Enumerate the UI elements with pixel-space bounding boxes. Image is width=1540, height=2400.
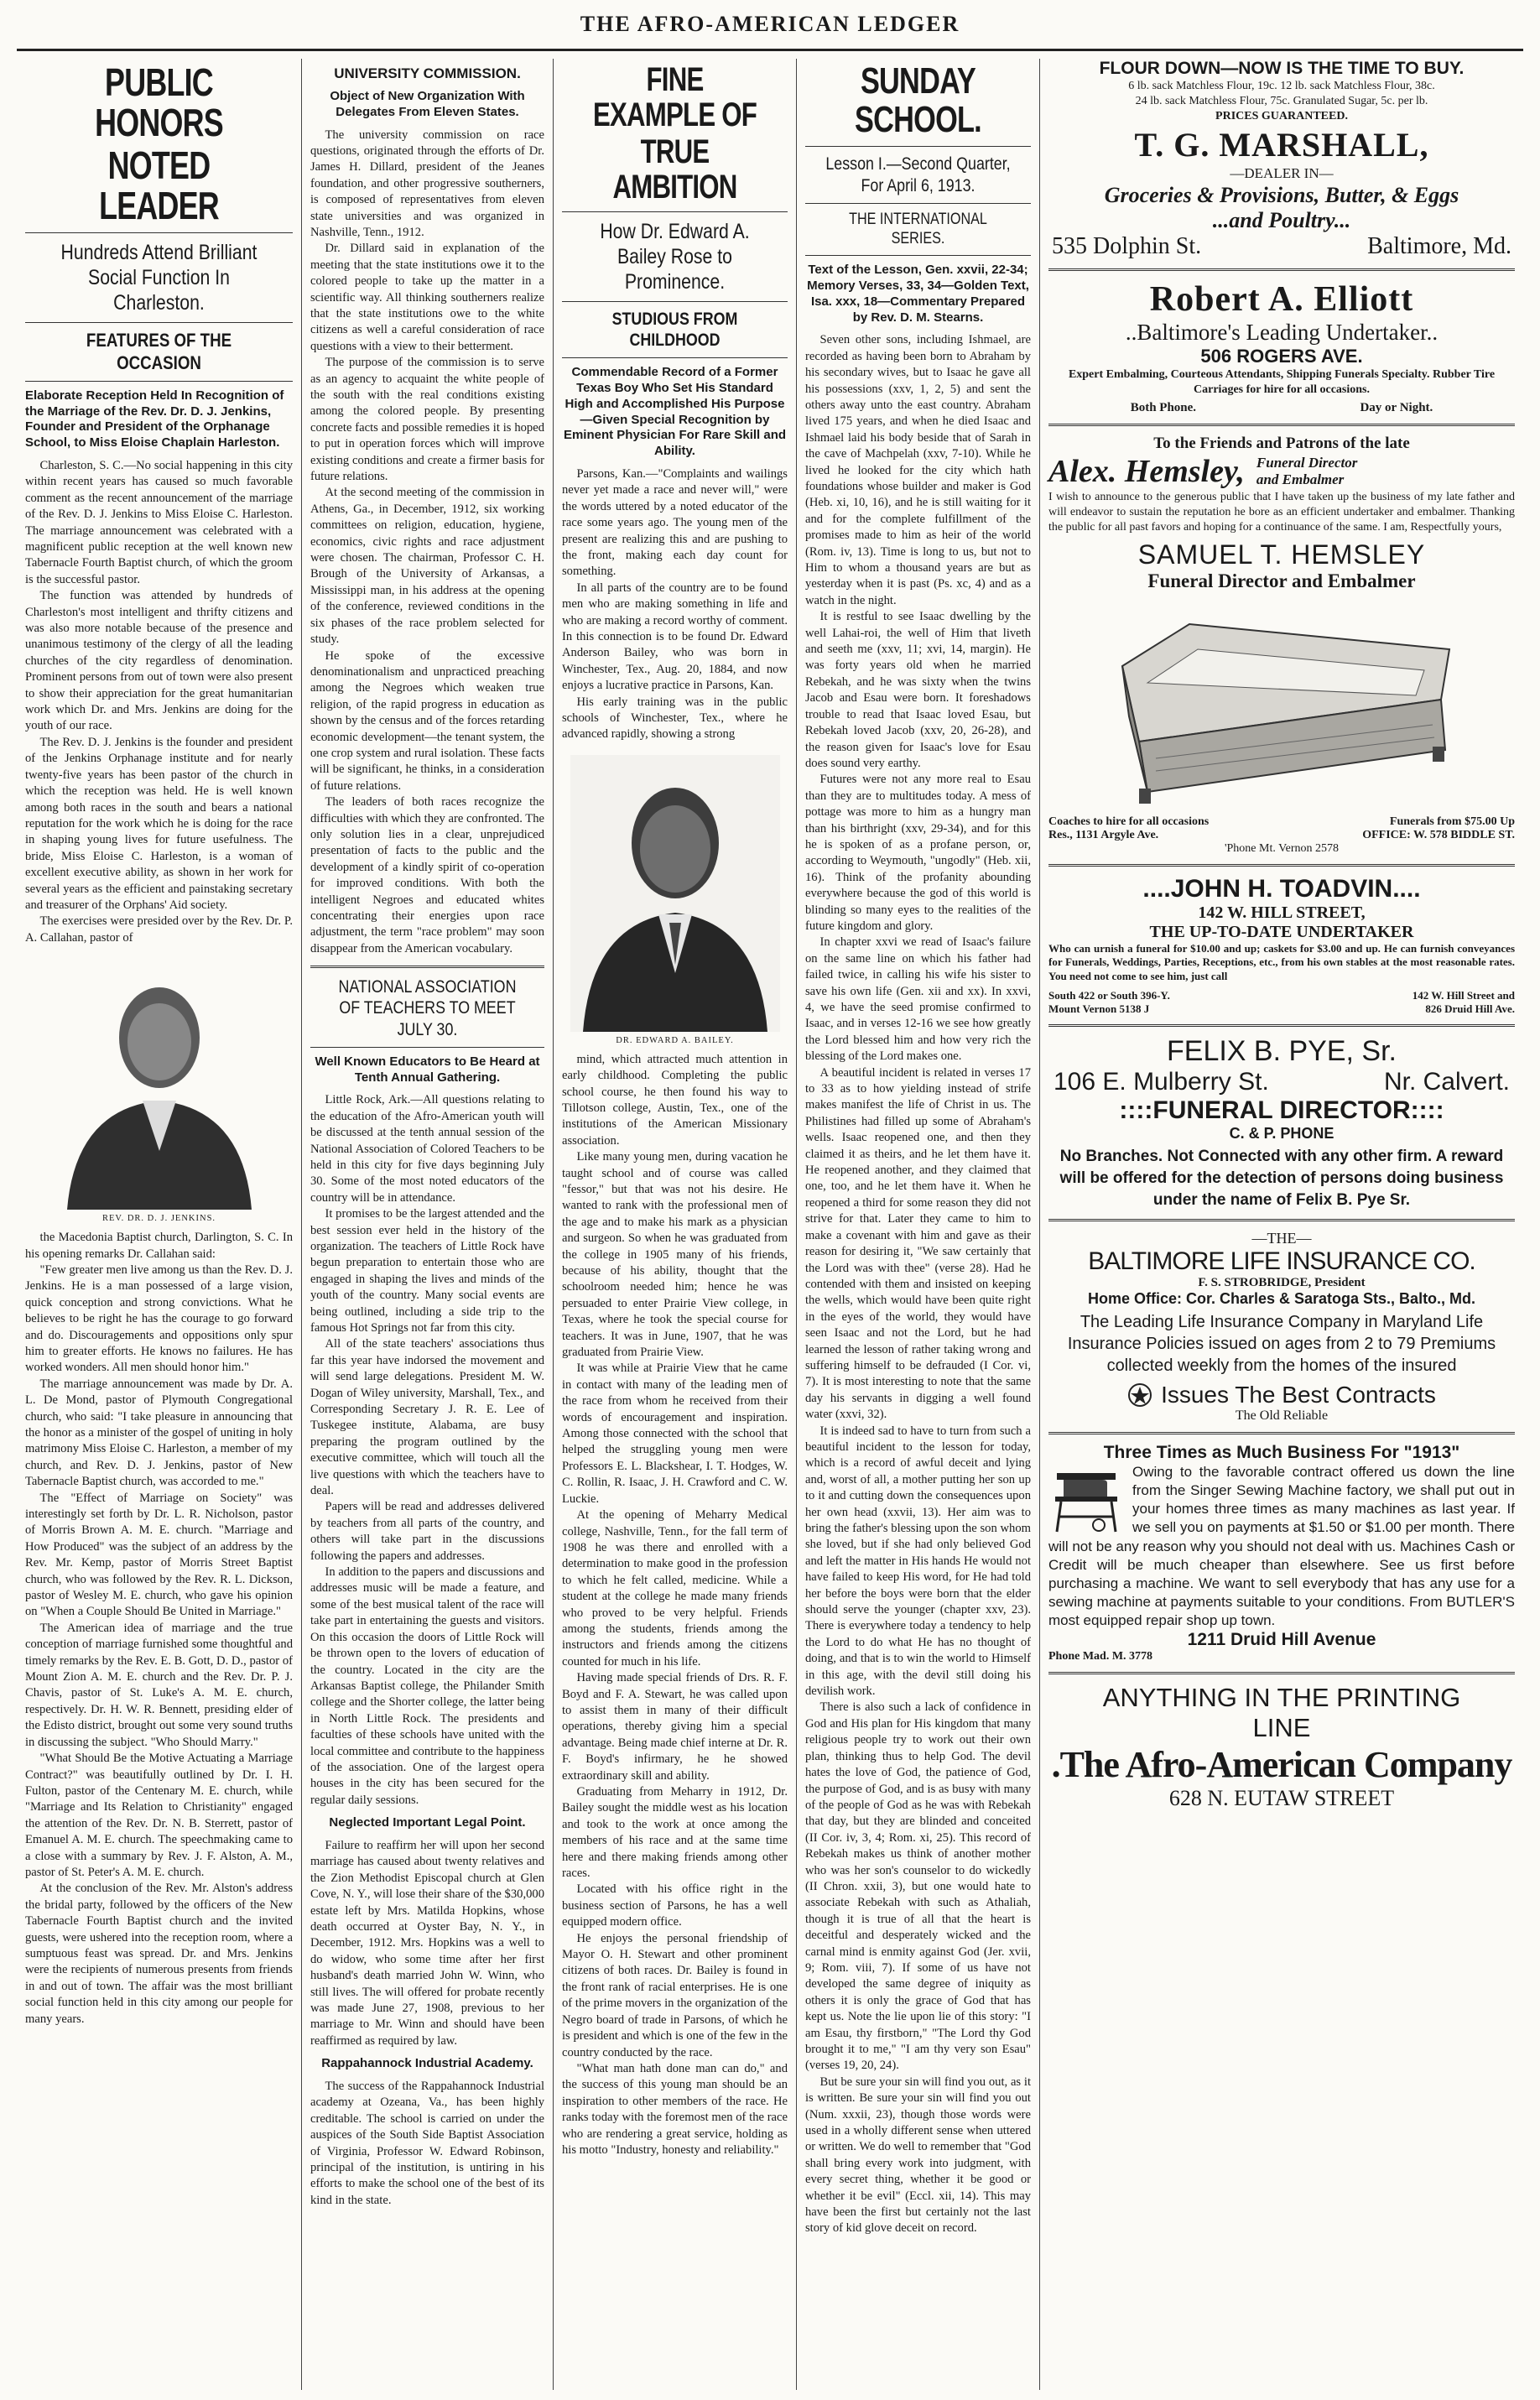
paragraph: It was while at Prairie View that he came in contact with many of the leading men of the race from whom he received from their words of encouragement and inspiration. Among those connected with the school that helped the struggling young men were Professors E. L. Blackshear, I. T. Hodges, W. C. Rollin, R. Isaac, J. H. Crawford and C. W. Luckie. [562,1361,788,1506]
marshall-goods: Groceries & Provisions, Butter, & Eggs [1104,182,1459,207]
paragraph: He enjoys the personal friendship of Mayor O. H. Stewart and other prominent citizens of both races. Dr. Bailey is found in the front rank of racial enterprises. He is one of the prime movers in the organization of the Negro board of trade in Parsons, of which he is president and which is one of the few in the country conducted by the race. [562,1931,788,2059]
column-sunday-school [797,59,1040,2390]
paragraph: In chapter xxvi we read of Isaac's failure on the same line on which his father had failed twice, in calling his wife his sister to save his own life (Gen. xii and xx). In xxvi, 4, we have the seed promise confirmed to Isaac, and in verses 12-16 we see how greatly the Lord blessed him and how very rich the blessing of the Lord makes one. [805,935,1031,1064]
elliott-description: Expert Embalming, Courteous Attendants, Shipping Funerals Specialty. Rubber Tire Carriages for hire for all occasions. [1068,367,1496,396]
headline-studious: STUDIOUS FROM CHILDHOOD [611,310,738,351]
rule [562,357,788,358]
butler-description: Owing to the favorable contract offered us down the line from the Singer Sewing Machine factory, we shall put out in your homes three times as many machines as last year. If we sell you on payments at $1.50 or $1.00 per month. There will not be any reason why you should not deal with us. Machines Cash or Credit will be much cheaper than elsewhere. See us first before purchasing a machine. We want to sell everybody that has any use for a sewing machine at payments suitable to your conditions. From BUTLER'S most equipped repair shop up town. [1048,1464,1515,1628]
toadvin-location: 826 Druid Hill Ave. [1425,1002,1515,1016]
elliott-name: Robert A. Elliott [1149,279,1414,319]
caption-bailey: DR. EDWARD A. BAILEY. [616,1035,734,1045]
paragraph: the Macedonia Baptist church, Darlington, S. C. In his opening remarks Dr. Callahan said: [25,1231,293,1261]
hemsley-residence: Res., 1131 Argyle Ave. [1048,828,1159,841]
paragraph: Graduating from Meharry in 1912, Dr. Bailey sought the middle west as his location and took to the work at once among the members of his race and at the same time here and there making friends among other races. [562,1785,788,1881]
butler-headline: Three Times as Much Business For "1913" [1103,1443,1460,1463]
life-name: BALTIMORE LIFE INSURANCE CO. [1088,1247,1475,1276]
ad-elliott [1048,279,1515,415]
headline-sunday-school: SUNDAY SCHOOL. [855,60,981,141]
printing-line-2: LINE [1252,1713,1311,1743]
ad-toadvin [1048,875,1515,1017]
headline-features: FEATURES OF THE OCCASION [86,330,232,373]
life-issues: Issues The Best Contracts [1161,1382,1436,1408]
marshall-address-row [1048,233,1515,260]
hemsley-coaches-row [1048,815,1515,829]
rule [1048,1432,1515,1434]
rule [1048,424,1515,426]
portrait-bailey-photo [570,755,780,1032]
paragraph: The university commission on race questions, originated through the efforts of Dr. James H. Dillard, president of the Jeanes foundation, and other progressive southerners, is composed of representatives from eleven state universities and was organized in Nashville, Tenn., 1912. [310,128,544,239]
paragraph: The leaders of both races recognize the difficulties with which they are confronted. The only solution lies in a clear, unprejudiced presentation of facts to the public and the development of a kindly spirit of co-operation for improved conditions. With both the intelligent Negroes and educated whites concentrating their energies upon race adjustment, the term "race problem" may soon disappear from the American vocabulary. [310,795,544,955]
paragraph: There is also such a lack of confidence in God and His plan for His kingdom that many religious people try to work out their own plan, thinking thus to help God. The devil hates the love of God, the patience of God, the purpose of God, and is as busy with many of the people of God as he was with Rebekah that day, but they are blinded and conceited (II Cor. iv, 3, 4; Rom. xi, 25). This record of Rebekah makes us think of another mother who was her son's counselor to do wickedly (II Chron. xxii, 3), but one would hate to associate Rebekah with such as Athaliah, though it is true of all that the heart is deceitful and desperately wicked and the carnal mind is enmity against God (Jer. xvii, 9; Rom. viii, 7). If some of us have not developed the same degree of iniquity as others it is only the grace of God that has kept us. Note the lie upon lie of this story: "I am Esau, thy firstborn," "The Lord thy God brought it to me," "I am thy very son Esau" (verses 19, 20, 24). [805,1700,1031,2073]
paragraph: The American idea of marriage and the true conception of marriage furnished some thoughtful and timely remarks by the Rev. E. B. Gott, D. D., pastor of Mount Zion A. M. E. church and the Rev. Dr. P. J. Chavis, pastor of St. Luke's A. M. E. church, respectively. Dr. H. W. R. Bennett, presiding elder of the Edisto district, brought out some very sound truths in discussing the subject. "Who Should Marry." [25,1621,293,1749]
rule [562,211,788,212]
pye-cross-street: Nr. Calvert. [1383,1068,1510,1096]
article-sunday-school [805,332,1031,2237]
headline-university-commission: UNIVERSITY COMMISSION. [334,65,521,81]
paragraph: It promises to be the largest attended and the best session ever held in the history of the organization. The teachers of Little Rock have begun preparation to entertain those who are engaged in shaping the lives and minds of the youth of the country. Many social events are being outlined, including a side trip to the famous Hot Springs not far from this city. [310,1207,544,1335]
rule [1048,1024,1515,1027]
paragraph: His early training was in the public schools of Winchester, Tex., where he advanced rapidly, showing a strong [562,695,788,742]
printing-line-1: ANYTHING IN THE PRINTING [1102,1683,1461,1713]
afro-american-company: .The Afro-American Company [1051,1744,1512,1786]
rule [25,381,293,382]
paragraph: A beautiful incident is related in verses 17 to 33 as to how yielding instead of strife makes manifest the life of Christ in us. The Philistines had filled up some of Abraham's wells. Isaac reopened one, and then they claimed it as theirs, and he let them have it. He reopened another, and they claimed that one, too, and he let them have it. When he reopened a third for some reason they did not strive for that. Later they came to him to make a covenant with him and gave as their reason for desiring it, "We saw certainly that the Lord was with thee" (verse 28). Had he contended with them and insisted on keeping the wells, which would have been quite right in the eyes of the world, they would have seen Isaac and not the Lord, but he had learned the lesson of rather taking wrong and suffering himself to be defrauded (I Cor. vi, 7). It is most interesting to note that the same day his servants in digging a well found water (xxvi, 32). [805,1065,1031,1422]
ad-printing [1048,1683,1515,1811]
article-jenkins [25,458,293,2028]
subhead-rappahannock: Rappahannock Industrial Academy. [321,2056,533,2071]
paragraph: He spoke of the excessive denominationalism and unpracticed preaching among the Negroes which weaken true religion, of the rapid progress in education as shown by the census and of the forces retarding economic development—the tenant system, the one crop system and rural isolation. These facts will be significant, he thinks, in a consideration of future relations. [310,648,544,793]
marshall-city: Baltimore, Md. [1367,232,1511,259]
article-rappahannock [310,2079,544,2209]
pye-notice: No Branches. Not Connected with any other firm. A reward will be offered for the detection of persons doing business under the name of Felix B. Pye Sr. [1059,1148,1504,1209]
paragraph: The function was attended by hundreds of Charleston's most intelligent and thrifty citizens and was also more notable because of the presence and unanimous testimony of the clergy of all the leading churches of the city regardless of denomination. Prominent persons from out of town were also present to show their appreciation for the great humanitarian work which Dr. and Mrs. Jenkins are doing for the youth of our race. [25,589,293,733]
toadvin-title: THE UP-TO-DATE UNDERTAKER [1149,922,1414,941]
toadvin-phone: Mount Vernon 5138 J [1048,1002,1150,1016]
life-description: The Leading Life Insurance Company in Maryland Life Insurance Policies issued on ages from 2 to 79 Premiums collected weekly from the homes of the insured [1067,1313,1496,1376]
toadvin-location: 142 W. Hill Street and [1412,989,1515,1002]
headline-international-series: THE INTERNATIONAL SERIES. [849,210,987,247]
paragraph: All of the state teachers' associations thus far this year have indorsed the movement and will send large delegations. President M. W. Dogan of Wiley university, Marshall, Tex., and Corresponding Secretary J. R. E. Lee of Tuskegee institute, Alabama, are busy preparing the program outlined by the executive committee, which will touch all the live questions with which the teachers have to deal. [310,1337,544,1498]
article-commission [310,128,544,958]
paragraph: It is restful to see Isaac dwelling by the well Lahai-roi, the well of Him that liveth and seeth me (xxv, 11; xvi, 14, margin). He was forty years old when he married Rebekah, and he was sixty when the twins Jacob and Esau were born. It foreshadows trouble to read that Isaac loved Esau, but Rebekah loved Jacob (xxv, 20, 26-28), and the reason given for Isaac's love for Esau does sound very earthy. [805,610,1031,770]
portrait-jenkins-photo [50,958,268,1210]
paragraph: Little Rock, Ark.—All questions relating to the education of the Afro-American youth will be discussed at the tenth annual session of the National Association of Colored Teachers to be held in this city for five days beginning July 30. Some of the most noted educators of the country will be in attendance. [310,1093,544,1205]
flour-headline: FLOUR DOWN—NOW IS THE TIME TO BUY. [1099,59,1465,78]
article-teachers [310,1092,544,1809]
rule [1048,864,1515,867]
ad-pye [1048,1035,1515,1210]
article-bailey [562,466,788,2158]
rule [25,232,293,233]
lesson-date: Lesson I.—Second Quarter, For April 6, 1913. [825,154,1011,195]
prices-guaranteed: PRICES GUARANTEED. [1215,110,1348,123]
hemsley-coaches: Coaches to hire for all occasions [1048,815,1210,828]
hemsley-funerals-price: Funerals from $75.00 Up [1389,815,1515,828]
ad-butler [1048,1443,1515,1663]
marshall-address: 535 Dolphin St. [1052,232,1202,259]
pye-address-row [1048,1068,1515,1096]
sewing-machine-icon [1048,1466,1124,1533]
hemsley-announcement: I wish to announce to the generous public that I have taken up the business of my late father and will endeavor to sustain the reputation he bore as an efficient undertaker and embalmer. Thanking the public for all past favors and hoping for a continuance of the same. I am, Respectfully yours, [1048,491,1515,534]
life-president: F. S. STROBRIDGE, President [1198,1276,1366,1290]
life-issues-row [1048,1382,1515,1408]
marshall-poultry: ...and Poultry... [1212,207,1351,232]
paragraph: At the conclusion of the Rev. Mr. Alston's address the bridal party, followed by the officers of the New Tabernacle Fourth Baptist church and the invited guests, were ushered into the reception room, where a sumptuous feast was spread. Dr. and Mrs. Jenkins were the recipients of numerous presents from friends in and out of town. The affair was the most brilliant social function held in this city among our people for many years. [25,1882,293,2026]
paragraph: In all parts of the country are to be found men who are making something in life and who are making a record worthy of comment. In this connection is to be found Dr. Edward Anderson Bailey, who was born in Winchester, Tex., Aug. 20, 1884, and now enjoys a lucrative practice in Parsons, Kan. [562,580,788,693]
paragraph: Having made special friends of Drs. R. F. Boyd and F. A. Stewart, he was called upon to assist them in many of their difficult operations, thereby giving him a special advantage. Being made chief interne at Dr. R. F. Boyd's infirmary, he he showed extraordinary skill and ability. [562,1671,788,1783]
samuel-hemsley-title: Funeral Director and Embalmer [1147,570,1416,591]
hemsley-office: OFFICE: W. 578 BIDDLE ST. [1362,828,1515,841]
paragraph: In addition to the papers and discussions and addresses music will be made a feature, and some of the best musical talent of the race will take part in entertaining the guests and visitors. On this occasion the doors of Little Rock will be thrown open to the lovers of education of the country. Located in the city are the Arkansas Baptist college, the Philander Smith college and the Shorter college, the latter being in North Little Rock. The presidents and faculties of these schools have united with the local committee and contribute to the happiness of the association. One of the largest opera houses in the city has been secured for the regular daily sessions. [310,1565,544,1807]
article-legal-point [310,1838,544,2049]
subhead-commission: Object of New Organization With Delegates From Eleven States. [330,89,525,119]
summary-jenkins: Elaborate Reception Held In Recognition of the Marriage of the Rev. Dr. D. J. Jenkins, Founder and President of the Orphanage School, to Miss Eloise Chaplain Harleston. [25,388,284,450]
paragraph: The marriage announcement was made by Dr. A. L. De Mond, pastor of Plymouth Congregational church, who said: "I take pleasure in announcing that the honor as a minister of the gospel of uniting in holy matrimony Miss Eloise C. Harleston, a member of my church, and Rev. D. J. Jenkins, pastor of New Tabernacle Baptist church, was accorded to me." [25,1377,293,1489]
toadvin-address: 142 W. HILL STREET, [1198,903,1366,922]
subhead-legal-point: Neglected Important Legal Point. [329,1815,526,1830]
life-the: —THE— [1251,1230,1312,1247]
subhead-teachers: Well Known Educators to Be Heard at Tenth Annual Gathering. [315,1054,540,1085]
paragraph: But be sure your sin will find you out, as it is written. Be sure your sin will find you out (Num. xxxii, 23), though those words were used in a wholly different sense when uttered or written. We do well to remember that "God shall bring every work into judgment, with every secret thing, whether it be good or whether it be evil" (Eccl. xii, 14). This may have been the first but certainly not the last story of kid glove deceit on record. [805,2075,1031,2236]
rule [25,322,293,323]
summary-bailey: Commendable Record of a Former Texas Boy Who Set His Standard High and Accomplished His Purpose—Given Special Recognition by Eminent Physician For Rare Skill and Ability. [563,365,787,459]
paragraph: The purpose of the commission is to serve as an agency to acquaint the white people of the south with the real conditions existing among the colored people. By presenting concrete facts and possible remedies it is hoped to put in operation forces which will improve existing conditions and create a firmer basis for future relations. [310,356,544,484]
paragraph: Futures were not any more real to Esau than they are to multitudes today. A mess of pottage was more to him as a hungry man than his birthright (xxv, 29-34), and for this he is spoken of as a profane person, or, according to Weymouth, "ungodly" (Heb. xii, 16). Think of the profanity abounding everywhere because the god of this world is blinding so many eyes to the realities of the future kingdom and glory. [805,773,1031,933]
butler-body [1048,1463,1515,1630]
newspaper-title: THE AFRO-AMERICAN LEDGER [580,12,960,36]
hemsley-name: Alex. Hemsley, [1048,454,1245,490]
rule [1048,1672,1515,1674]
paragraph: The "Effect of Marriage on Society" was interestingly set forth by Dr. L. R. Nicholson, pastor of Morris Brown A. M. E. church. "Marriage and How Produced" was the subject of an address by the Rev. Mr. Kemp, pastor of Morris Street Baptist church, who was followed by the Rev. R. L. Dickson, pastor of Wesley M. E. church, who gave his opinion on "When a Couple Should Be United in Marriage." [25,1491,293,1619]
hemsley-name-row [1048,453,1515,490]
column-public-honors [17,59,302,2390]
hemsley-address-row [1048,829,1515,842]
paragraph: It is indeed sad to have to turn from such a beautiful incident to the lesson for today, which is a record of awful deceit and lying and, worst of all, a mother putting her son up to it and cutting down the consequences upon her own head (xxvii, 13). Her aim was to bring the father's blessing upon the son whom she loved, but if she had only believed God and left the matter in His hands He would not have failed to keep His word, for He had told her before the boys were born that the elder should serve the younger (chapter xxv, 23). There is everywhere today a tendency to help the Lord to do what He has no thought of doing, and that is to win the world to Himself in this age, with the devil still doing his devilish work. [805,1424,1031,1699]
flour-price-line: 6 lb. sack Matchless Flour, 19c. 12 lb. sack Matchless Flour, 38c. [1128,80,1435,92]
life-office: Home Office: Cor. Charles & Saratoga Sts., Balto., Md. [1087,1290,1476,1308]
pye-title: ::::FUNERAL DIRECTOR:::: [1119,1096,1444,1125]
butler-address: 1211 Druid Hill Avenue [1187,1630,1376,1650]
paragraph: "What Should Be the Motive Actuating a Marriage Contract?" was beautifully outlined by Dr. I. H. Fulton, pastor of the Centenary M. E. church, while "Marriage and Its Relation to Christianity" engaged the attention of the Rev. Dr. N. B. Sterrett, pastor of Emanuel A. M. E. church. The speechmaking came to a close with a summary by Rev. J. F. Alston, A. M., pastor of St. Peter's A. M. E. church. [25,1752,293,1879]
dealer-in: —DEALER IN— [1230,164,1334,181]
elliott-tagline: ..Baltimore's Leading Undertaker.. [1125,319,1439,345]
marshall-name: T. G. MARSHALL, [1134,125,1429,164]
paragraph: Papers will be read and addresses delivered by teachers from all parts of the country, and others will take part in the discussions following the papers and addresses. [310,1500,544,1563]
toadvin-name: ....JOHN H. TOADVIN.... [1142,874,1421,903]
rule [805,146,1031,147]
butler-phone: Phone Mad. M. 3778 [1048,1650,1153,1663]
rule [310,1047,544,1048]
hemsley-phone: 'Phone Mt. Vernon 2578 [1224,841,1340,855]
toadvin-phone-row [1048,989,1515,1002]
hemsley-header: To the Friends and Patrons of the late [1153,435,1410,453]
headline-fine-example: FINE EXAMPLE OF [592,61,757,133]
flour-price-line: 24 lb. sack Matchless Flour, 75c. Granulated Sugar, 5c. per lb. [1135,95,1428,108]
toadvin-phone-row [1048,1002,1515,1016]
rule [805,255,1031,256]
paragraph: Dr. Dillard said in explanation of the meeting that the state institutions owe it to the colored people to take up the matter in a scientific way. All thinking southerners realize that the state institutions owe to the white citizens as well a careful consideration of race questions with a view to their betterment. [310,242,544,353]
headline-teachers: NATIONAL ASSOCIATION OF TEACHERS TO MEET JULY 30. [338,977,517,1039]
paragraph: Charleston, S. C.—No social happening in this city within recent years has caused so much favorable comment as the recent announcement of the marriage of the Rev. D. J. Jenkins to Miss Eloise C. Harleston. The marriage announcement was celebrated with a magnificent public reception at the well known new Tabernacle Fourth Baptist church, of which the groom is the successful pastor. [25,458,293,586]
deck-charleston: Hundreds Attend Brilliant Social Function In Charleston. [60,241,258,315]
column-university-commission [302,59,554,2390]
paragraph: At the second meeting of the commission in Athens, Ga., in December, 1912, six working committees on religion, education, hygiene, economics, civic rights and race adjustment were chosen. The chairman, Professor C. H. Brough of the University of Arkansas, a Mississippi man, in his address at the opening of the conference, reviewed conditions in the six phases of the race problem selected for study. [310,486,544,647]
column-advertisements [1040,59,1523,2390]
columns [17,59,1523,2390]
ad-hemsley [1048,435,1515,856]
elliott-hours: Day or Night. [1360,401,1433,415]
headline-noted-leader: NOTED LEADER [99,143,219,227]
pye-phone: C. & P. PHONE [1229,1125,1334,1143]
column-true-ambition [554,59,797,2390]
elliott-phone: Both Phone. [1130,401,1197,415]
rule [805,203,1031,204]
paragraph: The success of the Rappahannock Industrial academy at Ozeana, Va., has been highly creditable. The school is carried on under the auspices of the South Side Baptist Association of Virginia, Professor W. Edward Robinson, principal of the institution, is untiring in his efforts to make the school one of the best of its kind in the state. [310,2079,544,2207]
pye-name: FELIX B. PYE, Sr. [1167,1035,1397,1068]
life-old-reliable: The Old Reliable [1235,1408,1329,1424]
paragraph: Failure to reaffirm her will upon her second marriage has caused about twenty relatives and the Zion Methodist Episcopal church at Glen Cove, N. Y., will lose their share of the $30,000 estate left by Mrs. Matilda Hopkins, whose death occurred at Oyster Bay, N. Y., in December, 1912. Mrs. Hopkins was a well to do widow, who some time after her first husband's death married John W. Winn, who still lives. The will offered for probate recently was made June 27, 1908, previous to her marriage to Mr. Winn and should have been reaffirmed as required by law. [310,1838,544,2048]
paragraph: Parsons, Kan.—"Complaints and wailings never yet made a race and never will," were the words uttered by a noted educator of the race some years ago. The young men of the present are realizing this and are pushing to the front, making each day count for something. [562,466,788,579]
printing-address: 628 N. EUTAW STREET [1168,1786,1395,1811]
paragraph: The Rev. D. J. Jenkins is the founder and president of the Jenkins Orphanage institute and for nearly twenty-five years has been pastor of the church in which the reception was held. He is well known among both races in the south and bears a national reputation for the work which he is doing for the race in shaping young lives for future usefulness. The bride, Miss Eloise C. Harleston, is a woman of excellent executive ability, as shown in her work for several years as the efficient and painstaking secretary and treasurer of the Orphans' Aid society. [25,735,293,912]
paragraph: The exercises were presided over by the Rev. Dr. P. A. Callahan, pastor of [25,914,293,945]
emblem-icon [1127,1382,1152,1408]
rule [1048,268,1515,271]
paragraph: Like many young men, during vacation he taught school and of course was called "fessor," but that was not his desire. He wanted to rank with the professional men of the age and to make his mark as a physician and surgeon. So when he was graduated from the college in 1905 many of his friends, because of his ability, thought that the schoolroom needed him; hence he was persuaded to enter Prairie View college, in Texas, where he took the special course for teachers. It was in June, 1907, that he was graduated from Prairie View. [562,1150,788,1360]
hemsley-title: Funeral Director and Embalmer [1256,455,1358,488]
deck-bailey: How Dr. Edward A. Bailey Rose to Prominence. [600,220,750,294]
lesson-text: Text of the Lesson, Gen. xxvii, 22-34; Memory Verses, 33, 34—Golden Text, Isa. xxx, 18—Commentary Prepared by Rev. D. M. Stearns. [807,263,1029,325]
toadvin-phone: South 422 or South 396-Y. [1048,989,1170,1002]
paragraph: At the opening of Meharry Medical college, Nashville, Tenn., for the fall term of 1908 he was there and enrolled with a determination to make good in the profession to which he felt called, medicine. While a student at the college he made many friends who proved to be very helpful. Friends among the students, friends among the instructors and friends among the citizens counted for much in his life. [562,1508,788,1669]
masthead [17,0,1523,51]
rule [310,966,544,968]
paragraph: "What man hath done man can do," and the success of this young man should be an inspiration to other members of the race. He ranks today with the foremost men of the race who are rendering a great service, holding as his motto "Industry, honesty and reliability." [562,2061,788,2157]
ad-baltimore-life [1048,1230,1515,1424]
headline-public-honors: PUBLIC HONORS [95,60,223,145]
paragraph: mind, which attracted much attention in early childhood. Completing the public school course, he then found his way to Tillotson college, Austin, Tex., one of the institutions of the American Missionary association. [562,1052,788,1148]
caption-jenkins: REV. DR. D. J. JENKINS. [101,1214,216,1224]
pye-address: 106 E. Mulberry St. [1054,1068,1269,1096]
paragraph: "Few greater men live among us than the Rev. D. J. Jenkins. He is a man possessed of a large vision, quick conception and strong convictions. What he believes to be right he has the courage to go forward and do. Discouragements and oppositions only spur him to greater efforts. He knows no failures. He has worked wonders. All men should honor him." [25,1262,293,1375]
paragraph: Located with his office right in the business section of Parsons, he has a well equipped modern office. [562,1882,788,1929]
toadvin-description: Who can urnish a funeral for $10.00 and up; caskets for $3.00 and up. He can furnish conveyances for Funerals, Weddings, Parties, Receptions, etc., from his own stables at the most reasonable rates. You need not come to see him, just call [1048,941,1515,983]
ad-marshall [1048,59,1515,260]
elliott-address: 506 ROGERS AVE. [1200,345,1363,367]
headline-true-ambition: TRUE AMBITION [612,133,737,206]
rule [562,301,788,302]
paragraph: Seven other sons, including Ishmael, are recorded as having been born to Abraham by his secondary wives, but to Isaac he gave all his possessions (xxv, 1, 2, 5) and sent the others away unto the east country. Abraham lived 175 years, and when he died Isaac and Ishmael laid his body beside that of Sarah in the cave of Machpelah (xxv, 7-10). While he lived he looked for the city which hath foundations whose builder and maker is God (Heb. xi, 10, 16), and he is still waiting for it and for the complete fulfillment of the promises made to him as heir of the world (Rom. iv, 13). Time is long to us, but not to Him to whom a thousand years are but as yesterday when it is past (Ps. xc, 4) and as a watch in the night. [805,333,1031,607]
casket-illustration [1089,599,1475,809]
rule [1048,1219,1515,1221]
samuel-hemsley-name: SAMUEL T. HEMSLEY [1137,539,1426,570]
elliott-phone-row [1048,401,1515,415]
